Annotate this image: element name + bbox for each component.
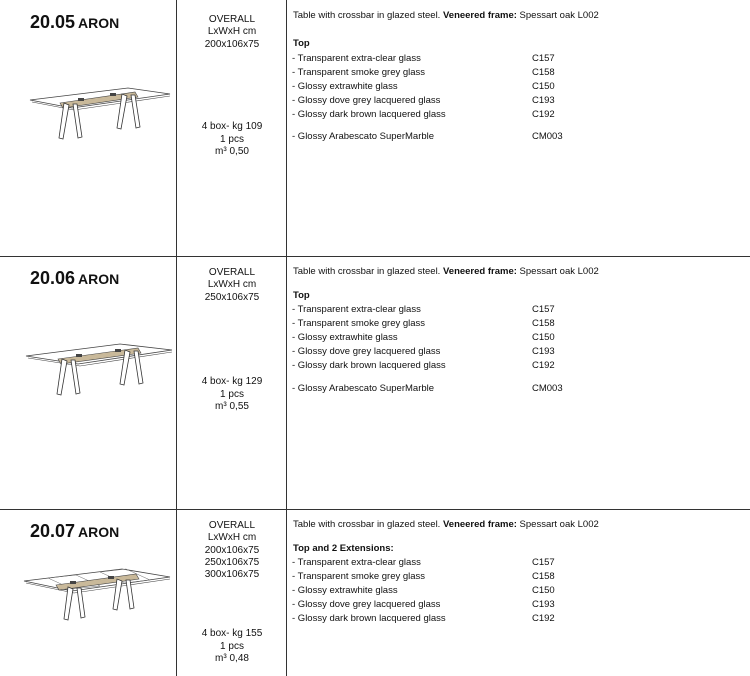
- finish-code: C157: [532, 53, 555, 64]
- frame-finish: Spessart oak L002: [516, 266, 599, 277]
- packaging-boxes: 4 box- kg 129: [201, 376, 263, 387]
- finish-option: - Transparent extra-clear glass C157: [292, 557, 555, 568]
- size-value: 300x106x75: [204, 569, 260, 581]
- finish-code: CM003: [532, 131, 563, 142]
- packaging-pieces: 1 pcs: [220, 133, 244, 145]
- size-value: 200x106x75: [204, 544, 260, 556]
- finish-option: - Glossy dark brown lacquered glass C192: [292, 613, 555, 624]
- top-heading: Top and 2 Extensions:: [293, 543, 394, 554]
- extendable-table-illustration: [20, 555, 175, 645]
- packaging-volume: m³ 0,48: [215, 653, 249, 664]
- frame-finish: Spessart oak L002: [516, 10, 599, 21]
- finish-option: - Transparent smoke grey glass C158: [292, 571, 555, 582]
- dimensions-heading: OVERALL: [208, 520, 256, 531]
- product-description: Table with crossbar in glazed steel. Veneered frame: Spessart oak L002: [293, 519, 599, 530]
- product-number: 20.07: [30, 521, 76, 541]
- finish-option: - Glossy Arabescato SuperMarble CM003: [292, 383, 563, 394]
- finish-options: [292, 52, 592, 122]
- packaging-info: [178, 376, 286, 414]
- product-row: [0, 0, 750, 256]
- product-code: [30, 12, 119, 33]
- finish-code: C193: [532, 95, 555, 106]
- dimensions-heading: OVERALL: [208, 267, 256, 278]
- finish-option: - Glossy dark brown lacquered glass C192: [292, 360, 555, 371]
- product-row: [0, 509, 750, 676]
- extra-finish-options: [292, 382, 592, 396]
- product-name: ARON: [78, 524, 120, 540]
- packaging-volume: m³ 0,50: [215, 146, 249, 157]
- finish-code: C158: [532, 318, 555, 329]
- product-code: [30, 268, 119, 289]
- finish-option: - Transparent extra-clear glass C157: [292, 304, 555, 315]
- size-value: 250x106x75: [204, 291, 260, 303]
- product-number: 20.05: [30, 12, 76, 32]
- dimensions-unit: LxWxH cm: [207, 26, 257, 38]
- finish-code: C150: [532, 332, 555, 343]
- product-row: [0, 256, 750, 509]
- finish-option: - Transparent extra-clear glass C157: [292, 53, 555, 64]
- finish-code: C192: [532, 360, 555, 371]
- finish-option: - Glossy dove grey lacquered glass C193: [292, 95, 555, 106]
- product-code: [30, 521, 119, 542]
- finish-options: [292, 303, 592, 373]
- product-description: Table with crossbar in glazed steel. Veneered frame: Spessart oak L002: [293, 266, 599, 277]
- packaging-boxes: 4 box- kg 155: [201, 628, 263, 639]
- extra-finish-options: [292, 130, 592, 144]
- product-name: ARON: [78, 271, 120, 287]
- finish-option: - Glossy Arabescato SuperMarble CM003: [292, 131, 563, 142]
- finish-option: - Transparent smoke grey glass C158: [292, 67, 555, 78]
- table-illustration: [20, 326, 175, 416]
- finish-code: C150: [532, 81, 555, 92]
- size-value: 250x106x75: [204, 556, 260, 568]
- frame-label: Veneered frame:: [442, 266, 517, 277]
- dimensions-heading: OVERALL: [208, 14, 256, 25]
- finish-code: C192: [532, 613, 555, 624]
- packaging-boxes: 4 box- kg 109: [201, 121, 263, 132]
- table-illustration: [20, 58, 175, 148]
- finish-code: C193: [532, 346, 555, 357]
- dimensions: [178, 14, 286, 51]
- product-name: ARON: [78, 15, 120, 31]
- frame-finish: Spessart oak L002: [516, 519, 599, 530]
- dimensions: [178, 267, 286, 304]
- packaging-volume: m³ 0,55: [215, 401, 249, 412]
- product-number: 20.06: [30, 268, 76, 288]
- finish-code: C192: [532, 109, 555, 120]
- product-description: Table with crossbar in glazed steel. Veneered frame: Spessart oak L002: [293, 10, 599, 21]
- packaging-pieces: 1 pcs: [220, 388, 244, 400]
- finish-code: C150: [532, 585, 555, 596]
- size-value: 200x106x75: [204, 38, 260, 50]
- dimensions-unit: LxWxH cm: [207, 532, 257, 544]
- finish-code: CM003: [532, 383, 563, 394]
- finish-option: - Glossy extrawhite glass C150: [292, 585, 555, 596]
- finish-code: C158: [532, 67, 555, 78]
- finish-option: - Glossy dove grey lacquered glass C193: [292, 346, 555, 357]
- finish-code: C158: [532, 571, 555, 582]
- finish-options: [292, 556, 592, 626]
- top-heading: Top: [293, 290, 310, 301]
- top-heading: Top: [293, 38, 310, 49]
- finish-option: - Glossy extrawhite glass C150: [292, 332, 555, 343]
- packaging-pieces: 1 pcs: [220, 640, 244, 652]
- packaging-info: [178, 628, 286, 666]
- packaging-info: [178, 121, 286, 159]
- dimensions: [178, 520, 286, 581]
- frame-label: Veneered frame:: [442, 519, 517, 530]
- finish-option: - Transparent smoke grey glass C158: [292, 318, 555, 329]
- frame-label: Veneered frame:: [442, 10, 517, 21]
- finish-code: C157: [532, 557, 555, 568]
- finish-option: - Glossy dove grey lacquered glass C193: [292, 599, 555, 610]
- finish-option: - Glossy dark brown lacquered glass C192: [292, 109, 555, 120]
- finish-code: C193: [532, 599, 555, 610]
- dimensions-unit: LxWxH cm: [207, 279, 257, 291]
- finish-code: C157: [532, 304, 555, 315]
- finish-option: - Glossy extrawhite glass C150: [292, 81, 555, 92]
